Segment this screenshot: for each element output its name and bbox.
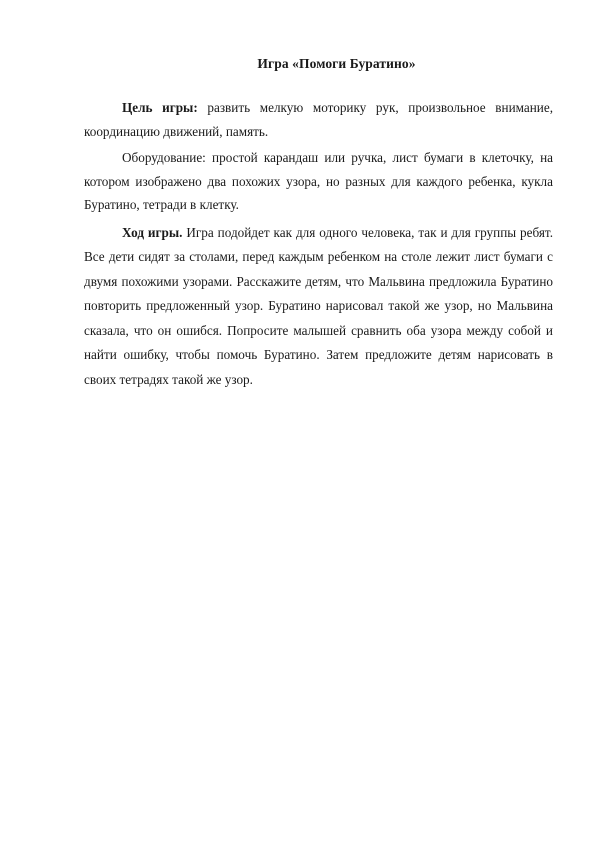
paragraph-game-progress-text: Игра подойдет как для одного человека, так и для группы ребят. Все дети сидят за столами, перед каждым ребенком на столе лежит лист бумаги с двумя похожими узорами. Расскажите детям, что Мальвина предложила Буратино повторить предложенный узор. Буратино нарисовал такой же узор, но Мальвина сказала, что он ошибся. Попросите малышей сравнить оба узора между собой и найти ошибку, чтобы помочь Буратино. Затем предложите детям нарисовать в своих тетрадях такой же узор.: [84, 224, 553, 388]
paragraph-goal-text: развить мелкую моторику рук, произвольное внимание, координацию движений, память.: [84, 100, 553, 139]
paragraph-goal: [84, 96, 553, 143]
paragraph-game-progress: [84, 221, 553, 393]
document-body: [84, 96, 553, 397]
paragraph-equipment: [84, 146, 553, 217]
paragraph-goal-lead: Цель игры:: [122, 100, 198, 115]
paragraph-game-progress-lead: Ход игры.: [122, 224, 183, 240]
document-title: Игра «Помоги Буратино»: [257, 56, 416, 71]
paragraph-equipment-text: Оборудование: простой карандаш или ручка, лист бумаги в клеточку, на котором изображено два похожих узора, но разных для каждого ребенка, кукла Буратино, тетради в клетку.: [84, 150, 553, 212]
